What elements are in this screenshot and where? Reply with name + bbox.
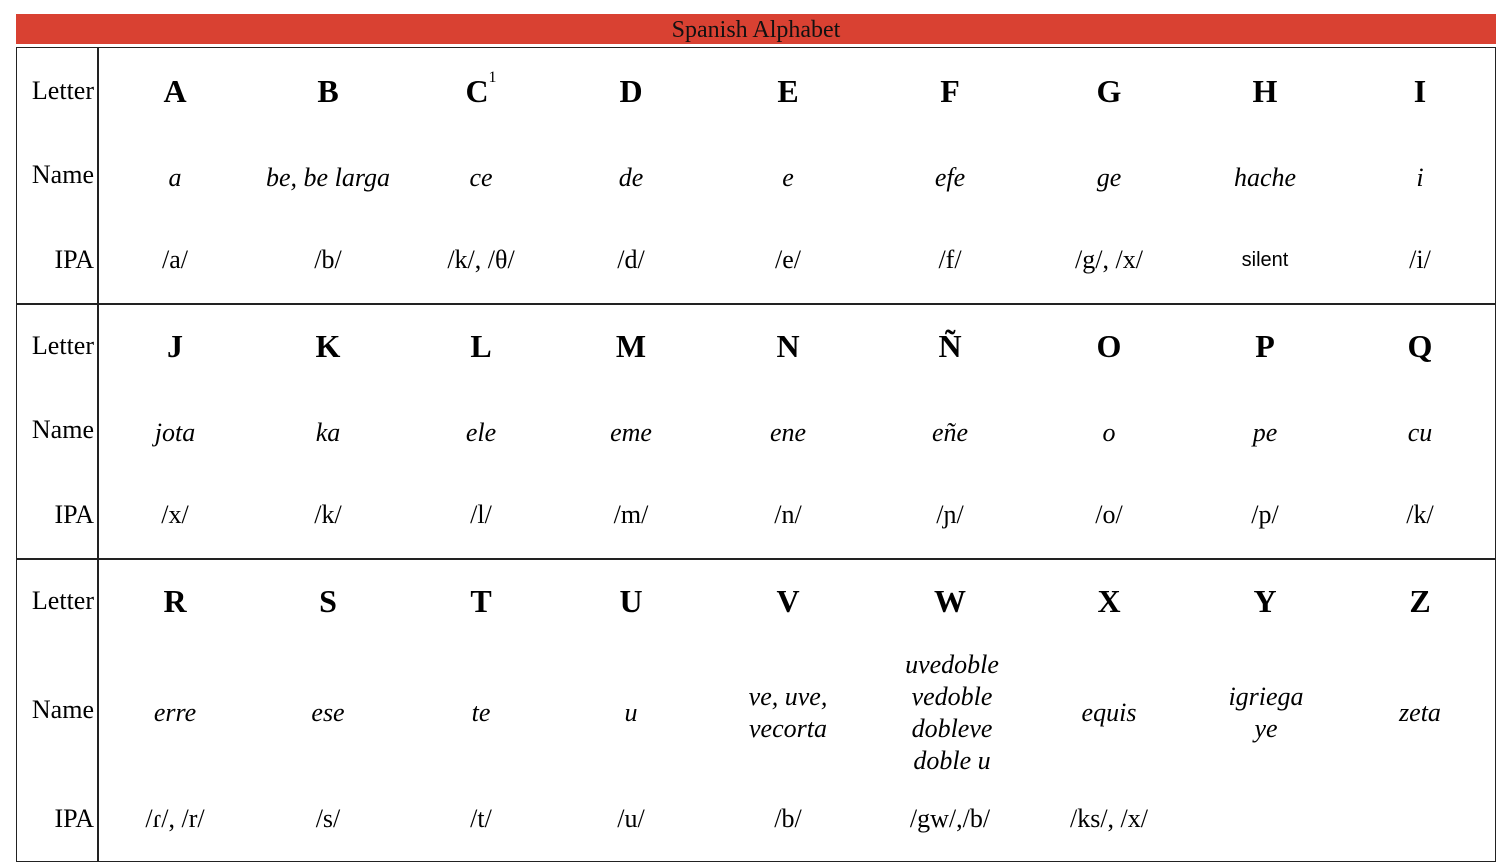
ipa-cell: /e/ — [775, 245, 801, 274]
ipa-cell: /p/ — [1251, 500, 1279, 529]
table-title: Spanish Alphabet — [16, 14, 1496, 44]
name-cell — [311, 697, 344, 729]
letter-cell: G — [1096, 73, 1122, 109]
row-label-name: Name — [31, 695, 94, 724]
letter-cell: A — [163, 73, 187, 109]
ipa-cell: /x/ — [161, 500, 189, 529]
name-line: te — [471, 698, 491, 727]
footnote-marker: 1 — [488, 69, 497, 86]
ipa-cell: /ks/, /x/ — [1069, 804, 1149, 833]
name-line: dobleve — [911, 714, 993, 743]
name-cell — [1399, 697, 1441, 729]
name-cell — [905, 649, 999, 777]
ipa-cell: /g/, /x/ — [1075, 245, 1143, 274]
letter-cell: K — [315, 328, 341, 364]
ipa-cell: /gw/,/b/ — [909, 804, 991, 833]
name-cell: ka — [315, 418, 341, 447]
column-divider — [97, 48, 99, 304]
name-cell: ele — [465, 418, 497, 447]
ipa-cell: /n/ — [774, 500, 802, 529]
ipa-cell: /k/, /θ/ — [447, 245, 515, 274]
ipa-cell: /l/ — [470, 500, 492, 529]
ipa-cell: /k/ — [314, 500, 342, 529]
letter-cell: J — [167, 328, 183, 364]
row-label-letter: Letter — [31, 76, 94, 105]
name-cell: o — [1102, 418, 1116, 447]
name-cell: be, be larga — [266, 163, 390, 192]
ipa-cell: /f/ — [938, 245, 962, 274]
letter-cell: Q — [1407, 328, 1433, 364]
ipa-cell: /t/ — [470, 804, 492, 833]
name-cell: efe — [934, 163, 966, 192]
name-cell: hache — [1233, 163, 1297, 192]
letter-cell: O — [1096, 328, 1122, 364]
name-cell: cu — [1407, 418, 1433, 447]
name-cell — [625, 697, 638, 729]
letter-cell: R — [163, 583, 187, 619]
row-label-letter: Letter — [31, 331, 94, 360]
name-line: u — [624, 698, 638, 727]
letter-cell: M — [615, 328, 647, 364]
ipa-cell: /a/ — [162, 245, 188, 274]
row-label-ipa: IPA — [54, 500, 94, 529]
letter-cell: Z — [1409, 583, 1431, 619]
name-cell: eñe — [931, 418, 969, 447]
letter-cell: I — [1413, 73, 1427, 109]
name-cell — [749, 681, 828, 745]
row-label-ipa: IPA — [54, 245, 94, 274]
letter-cell: E — [777, 73, 799, 109]
ipa-cell: /u/ — [617, 804, 645, 833]
name-line: uvedoble — [905, 650, 999, 679]
name-line: vedoble — [911, 682, 993, 711]
letter-cell: X — [1097, 583, 1121, 619]
letter-cell: D — [619, 73, 643, 109]
letter-cell: V — [776, 583, 800, 619]
name-line: doble u — [913, 746, 991, 775]
ipa-cell: /s/ — [315, 804, 341, 833]
name-cell: pe — [1252, 418, 1278, 447]
name-cell — [154, 697, 196, 729]
ipa-cell: /o/ — [1095, 500, 1123, 529]
row-label-ipa: IPA — [54, 804, 94, 833]
name-cell: e — [782, 163, 794, 192]
name-line: ese — [311, 698, 345, 727]
name-cell: de — [618, 163, 644, 192]
letter-cell: Ñ — [938, 328, 962, 364]
name-cell: ce — [469, 163, 493, 192]
name-cell: i — [1416, 163, 1424, 192]
ipa-cell: /b/ — [774, 804, 802, 833]
name-cell — [472, 697, 491, 729]
name-cell: ene — [769, 418, 807, 447]
row-label-name: Name — [31, 415, 94, 444]
name-line: ye — [1254, 714, 1278, 743]
name-cell — [1228, 681, 1303, 745]
letter-cell: H — [1252, 73, 1278, 109]
ipa-cell: /m/ — [613, 500, 649, 529]
column-divider — [97, 559, 99, 861]
name-line: erre — [153, 698, 197, 727]
ipa-cell: /i/ — [1409, 245, 1431, 274]
name-cell: a — [168, 163, 182, 192]
letter-cell: W — [934, 583, 966, 619]
letter-cell: L — [470, 328, 492, 364]
name-line: vecorta — [749, 714, 827, 743]
name-cell: ge — [1096, 163, 1122, 192]
name-cell: eme — [610, 418, 652, 447]
name-cell: jota — [154, 418, 196, 447]
ipa-cell: /ɾ/, /r/ — [145, 804, 205, 833]
letter-cell: Y — [1253, 583, 1277, 619]
letter-cell: B — [317, 73, 339, 109]
row-label-letter: Letter — [31, 586, 94, 615]
ipa-cell: /b/ — [314, 245, 342, 274]
name-line: igriega — [1228, 682, 1304, 711]
ipa-cell: /k/ — [1406, 500, 1434, 529]
column-divider — [97, 304, 99, 559]
name-line: ve, uve, — [748, 682, 828, 711]
letter-cell: $C^1$ — [465, 69, 497, 109]
name-line: zeta — [1399, 698, 1441, 727]
letter-cell: U — [619, 583, 643, 619]
letter-cell: N — [776, 328, 800, 364]
letter-cell: T — [470, 583, 492, 619]
letter-cell: S — [319, 583, 337, 619]
ipa-cell: /ɲ/ — [936, 500, 964, 529]
ipa-cell: /d/ — [617, 245, 645, 274]
letter-cell: F — [940, 73, 960, 109]
name-line: equis — [1081, 698, 1137, 727]
name-cell — [1082, 697, 1137, 729]
letter-cell: P — [1255, 328, 1275, 364]
ipa-cell: silent — [1241, 249, 1289, 271]
row-label-name: Name — [31, 160, 94, 189]
